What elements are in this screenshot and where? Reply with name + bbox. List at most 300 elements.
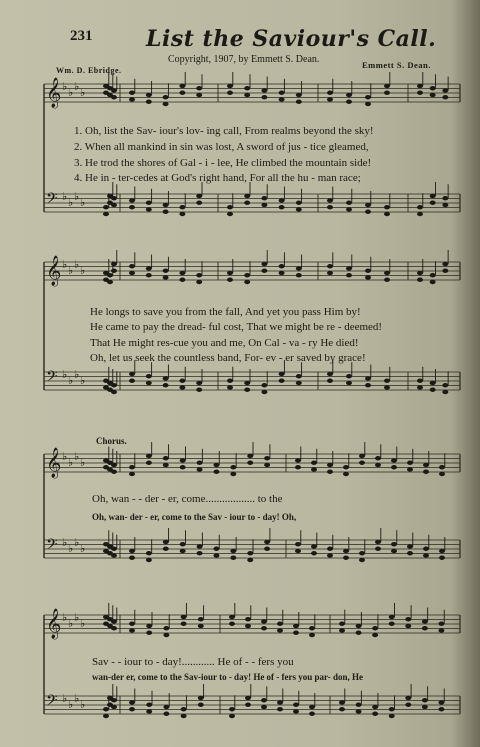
note-head	[346, 201, 352, 205]
verse-4-line-1: 4. He in - ter-cedes at God's right hand, For all the hu - man race;	[74, 172, 361, 184]
note-head	[229, 714, 235, 718]
note-head	[196, 280, 202, 284]
note-head	[365, 269, 371, 273]
note-head	[111, 95, 117, 99]
note-head	[163, 626, 169, 630]
note-head	[293, 624, 299, 628]
note-head	[146, 454, 152, 458]
note-head	[405, 617, 411, 621]
note-head	[261, 383, 267, 387]
note-head	[163, 102, 169, 106]
note-head	[346, 100, 352, 104]
key-flat: ♭	[68, 456, 74, 469]
note-head	[279, 198, 285, 202]
key-flat: ♭	[80, 374, 86, 387]
lyricist-credit: Wm. D. Ebridge.	[56, 66, 122, 75]
note-head	[422, 619, 428, 623]
note-head	[179, 385, 185, 389]
note-head	[129, 700, 135, 704]
note-head	[277, 700, 283, 704]
note-head	[375, 547, 381, 551]
note-head	[327, 553, 333, 557]
note-head	[430, 280, 436, 284]
key-flat: ♭	[62, 368, 68, 381]
note-head	[309, 626, 315, 630]
treble-clef: 𝄞	[46, 448, 62, 478]
note-head	[111, 619, 117, 623]
note-head	[296, 100, 302, 104]
note-head	[372, 633, 378, 637]
chorus-line-2-bass: wan-der er, come to the Sav-iour to - day! He of - fers you par- don, He	[92, 672, 363, 682]
note-head	[111, 463, 117, 467]
key-flat: ♭	[68, 86, 74, 99]
chorus-line-1: Oh, wan - - der - er, come.................. to the	[92, 493, 283, 505]
note-head	[111, 626, 117, 630]
note-head	[261, 626, 267, 630]
note-head	[198, 624, 204, 628]
note-head	[129, 271, 135, 275]
note-head	[261, 705, 267, 709]
note-head	[181, 714, 187, 718]
note-head	[442, 262, 448, 266]
note-head	[163, 210, 169, 214]
note-head	[197, 467, 203, 471]
note-head	[417, 84, 423, 88]
note-head	[442, 203, 448, 207]
note-head	[417, 205, 423, 209]
copyright-line: Copyright, 1907, by Emmett S. Dean.	[168, 54, 320, 65]
note-head	[327, 372, 333, 376]
note-head	[295, 549, 301, 553]
note-head	[107, 273, 113, 277]
note-head	[196, 194, 202, 198]
note-head	[181, 615, 187, 619]
note-head	[384, 271, 390, 275]
chorus-line-1-bass: Oh, wan- der - er, come to the Sav - iour to - day! Oh,	[92, 512, 297, 522]
note-head	[179, 212, 185, 216]
note-head	[384, 91, 390, 95]
note-head	[343, 549, 349, 553]
note-head	[356, 631, 362, 635]
note-head	[343, 472, 349, 476]
note-head	[163, 275, 169, 279]
note-head	[111, 470, 117, 474]
note-head	[277, 622, 283, 626]
verse-2-line-2: He came to pay the dread- ful cost, That we might be re - deemed!	[90, 321, 383, 333]
note-head	[261, 95, 267, 99]
note-head	[196, 201, 202, 205]
note-head	[129, 707, 135, 711]
note-head	[213, 470, 219, 474]
note-head	[356, 703, 362, 707]
note-head	[359, 558, 365, 562]
note-head	[245, 703, 251, 707]
note-head	[146, 266, 152, 270]
note-head	[196, 93, 202, 97]
note-head	[407, 467, 413, 471]
note-head	[197, 461, 203, 465]
note-head	[430, 388, 436, 392]
note-head	[296, 381, 302, 385]
note-head	[339, 707, 345, 711]
note-head	[423, 470, 429, 474]
note-head	[163, 540, 169, 544]
note-head	[442, 196, 448, 200]
key-flat: ♭	[62, 536, 68, 549]
note-head	[439, 472, 445, 476]
note-head	[389, 622, 395, 626]
note-head	[365, 275, 371, 279]
note-head	[389, 714, 395, 718]
note-head	[430, 93, 436, 97]
note-head	[343, 465, 349, 469]
note-head	[277, 628, 283, 632]
note-head	[129, 205, 135, 209]
note-head	[227, 385, 233, 389]
note-head	[196, 273, 202, 277]
bass-clef: 𝄢	[46, 536, 58, 557]
note-head	[230, 465, 236, 469]
note-head	[293, 703, 299, 707]
key-flat: ♭	[68, 264, 74, 277]
note-head	[405, 703, 411, 707]
note-head	[196, 381, 202, 385]
note-head	[129, 622, 135, 626]
note-head	[264, 463, 270, 467]
note-head	[327, 379, 333, 383]
note-head	[179, 271, 185, 275]
note-head	[417, 271, 423, 275]
key-flat: ♭	[68, 698, 74, 711]
note-head	[327, 198, 333, 202]
note-head	[244, 273, 250, 277]
note-head	[111, 547, 117, 551]
note-head	[227, 205, 233, 209]
note-head	[384, 205, 390, 209]
note-head	[417, 385, 423, 389]
note-head	[327, 264, 333, 268]
note-head	[261, 269, 267, 273]
note-head	[423, 553, 429, 557]
note-head	[407, 461, 413, 465]
note-head	[103, 714, 109, 718]
note-head	[179, 205, 185, 209]
note-head	[163, 456, 169, 460]
note-head	[146, 100, 152, 104]
note-head	[181, 622, 187, 626]
note-head	[146, 461, 152, 465]
note-head	[309, 633, 315, 637]
note-head	[346, 207, 352, 211]
note-head	[279, 264, 285, 268]
note-head	[438, 628, 444, 632]
note-head	[417, 212, 423, 216]
note-head	[389, 615, 395, 619]
note-head	[346, 374, 352, 378]
note-head	[327, 271, 333, 275]
note-head	[343, 556, 349, 560]
treble-clef: 𝄞	[46, 609, 62, 639]
note-head	[180, 465, 186, 469]
note-head	[264, 540, 270, 544]
note-head	[111, 383, 117, 387]
note-head	[244, 388, 250, 392]
note-head	[372, 705, 378, 709]
key-flat: ♭	[74, 450, 80, 463]
note-head	[293, 709, 299, 713]
note-head	[163, 712, 169, 716]
note-head	[146, 558, 152, 562]
note-head	[129, 556, 135, 560]
note-head	[417, 91, 423, 95]
note-head	[103, 212, 109, 216]
verse-3-line-2: That He might res-cue you and me, On Cal - va - ry He died!	[90, 337, 359, 349]
key-flat: ♭	[74, 190, 80, 203]
key-flat: ♭	[80, 264, 86, 277]
note-head	[365, 95, 371, 99]
note-head	[417, 278, 423, 282]
note-head	[372, 712, 378, 716]
note-head	[391, 542, 397, 546]
treble-clef: 𝄞	[46, 78, 62, 108]
note-head	[129, 91, 135, 95]
note-head	[163, 547, 169, 551]
note-head	[111, 203, 117, 207]
note-head	[213, 463, 219, 467]
note-head	[277, 707, 283, 711]
note-head	[196, 86, 202, 90]
note-head	[311, 467, 317, 471]
note-head	[103, 205, 109, 209]
note-head	[339, 700, 345, 704]
note-head	[163, 383, 169, 387]
note-head	[295, 465, 301, 469]
note-head	[346, 266, 352, 270]
note-head	[279, 372, 285, 376]
note-head	[180, 542, 186, 546]
note-head	[375, 463, 381, 467]
verse-4-line-2: Oh, let us seek the countless band, For- ev - er saved by grace!	[90, 352, 366, 364]
note-head	[423, 547, 429, 551]
key-flat: ♭	[62, 611, 68, 624]
note-head	[245, 624, 251, 628]
note-head	[111, 262, 117, 266]
note-head	[146, 703, 152, 707]
note-head	[311, 461, 317, 465]
note-head	[417, 379, 423, 383]
note-head	[230, 472, 236, 476]
verse-1-line-2: He longs to save you from the fall, And yet you pass Him by!	[90, 306, 361, 318]
note-head	[405, 696, 411, 700]
key-flat: ♭	[62, 258, 68, 271]
treble-clef: 𝄞	[46, 256, 62, 286]
key-flat: ♭	[80, 542, 86, 555]
note-head	[356, 709, 362, 713]
note-head	[430, 381, 436, 385]
note-head	[359, 454, 365, 458]
chorus-line-2: Sav - - iour to - day!............ He of - - fers you	[92, 656, 294, 668]
note-head	[129, 264, 135, 268]
note-head	[295, 458, 301, 462]
note-head	[296, 273, 302, 277]
note-head	[384, 212, 390, 216]
note-head	[146, 381, 152, 385]
note-head	[180, 458, 186, 462]
note-head	[229, 707, 235, 711]
note-head	[261, 619, 267, 623]
key-flat: ♭	[74, 536, 80, 549]
note-head	[279, 379, 285, 383]
note-head	[391, 549, 397, 553]
note-head	[129, 549, 135, 553]
key-flat: ♭	[68, 196, 74, 209]
note-head	[111, 88, 117, 92]
note-head	[244, 280, 250, 284]
note-head	[244, 194, 250, 198]
note-head	[293, 631, 299, 635]
note-head	[346, 273, 352, 277]
note-head	[327, 91, 333, 95]
note-head	[407, 551, 413, 555]
note-head	[111, 196, 117, 200]
note-head	[359, 551, 365, 555]
note-head	[442, 269, 448, 273]
note-head	[244, 86, 250, 90]
note-head	[146, 551, 152, 555]
note-head	[384, 278, 390, 282]
note-head	[198, 696, 204, 700]
note-head	[311, 544, 317, 548]
note-head	[129, 465, 135, 469]
note-head	[129, 198, 135, 202]
note-head	[261, 88, 267, 92]
note-head	[407, 544, 413, 548]
note-head	[146, 93, 152, 97]
composer-credit: Emmett S. Dean.	[362, 60, 431, 70]
note-head	[244, 93, 250, 97]
key-flat: ♭	[62, 80, 68, 93]
note-head	[442, 390, 448, 394]
note-head	[163, 376, 169, 380]
key-flat: ♭	[80, 196, 86, 209]
key-flat: ♭	[80, 617, 86, 630]
note-head	[227, 278, 233, 282]
note-head	[295, 542, 301, 546]
note-head	[244, 381, 250, 385]
note-head	[442, 95, 448, 99]
note-head	[296, 93, 302, 97]
note-head	[422, 626, 428, 630]
note-head	[309, 712, 315, 716]
note-head	[247, 551, 253, 555]
note-head	[227, 271, 233, 275]
note-head	[327, 205, 333, 209]
note-head	[365, 102, 371, 106]
note-head	[261, 698, 267, 702]
note-head	[213, 547, 219, 551]
note-head	[247, 558, 253, 562]
note-head	[430, 273, 436, 277]
note-head	[438, 700, 444, 704]
note-head	[384, 385, 390, 389]
note-head	[163, 463, 169, 467]
note-head	[359, 461, 365, 465]
note-head	[111, 269, 117, 273]
note-head	[261, 262, 267, 266]
note-head	[107, 280, 113, 284]
note-head	[365, 203, 371, 207]
note-head	[405, 624, 411, 628]
note-head	[296, 374, 302, 378]
note-head	[384, 84, 390, 88]
key-flat: ♭	[80, 456, 86, 469]
note-head	[442, 88, 448, 92]
note-head	[261, 196, 267, 200]
note-head	[261, 203, 267, 207]
note-head	[179, 91, 185, 95]
verse-1-line-1: 1. Oh, list the Sav- iour's lov- ing call, From realms beyond the sky!	[74, 125, 374, 137]
note-head	[230, 556, 236, 560]
note-head	[391, 458, 397, 462]
note-head	[146, 709, 152, 713]
note-head	[163, 269, 169, 273]
note-head	[442, 383, 448, 387]
note-head	[365, 210, 371, 214]
verse-2-line-1: 2. When all mankind in sin was lost, A sword of jus - tice gleamed,	[74, 141, 369, 153]
note-head	[181, 707, 187, 711]
note-head	[439, 465, 445, 469]
note-head	[339, 628, 345, 632]
bass-clef: 𝄢	[46, 692, 58, 713]
note-head	[372, 626, 378, 630]
key-flat: ♭	[74, 80, 80, 93]
note-head	[422, 698, 428, 702]
note-head	[179, 84, 185, 88]
note-head	[245, 617, 251, 621]
note-head	[245, 696, 251, 700]
note-head	[279, 91, 285, 95]
note-head	[229, 615, 235, 619]
note-head	[146, 201, 152, 205]
note-head	[163, 95, 169, 99]
key-flat: ♭	[68, 374, 74, 387]
note-head	[179, 278, 185, 282]
key-flat: ♭	[74, 692, 80, 705]
note-head	[375, 540, 381, 544]
note-head	[423, 463, 429, 467]
note-head	[227, 91, 233, 95]
note-head	[213, 553, 219, 557]
note-head	[430, 194, 436, 198]
note-head	[196, 388, 202, 392]
key-flat: ♭	[68, 542, 74, 555]
key-flat: ♭	[62, 190, 68, 203]
note-head	[365, 383, 371, 387]
note-head	[163, 203, 169, 207]
note-head	[227, 379, 233, 383]
note-head	[279, 97, 285, 101]
key-flat: ♭	[68, 617, 74, 630]
note-head	[129, 379, 135, 383]
note-head	[311, 551, 317, 555]
note-head	[111, 390, 117, 394]
note-head	[339, 622, 345, 626]
note-head	[129, 472, 135, 476]
note-head	[264, 547, 270, 551]
note-head	[111, 698, 117, 702]
note-head	[327, 463, 333, 467]
note-head	[197, 544, 203, 548]
